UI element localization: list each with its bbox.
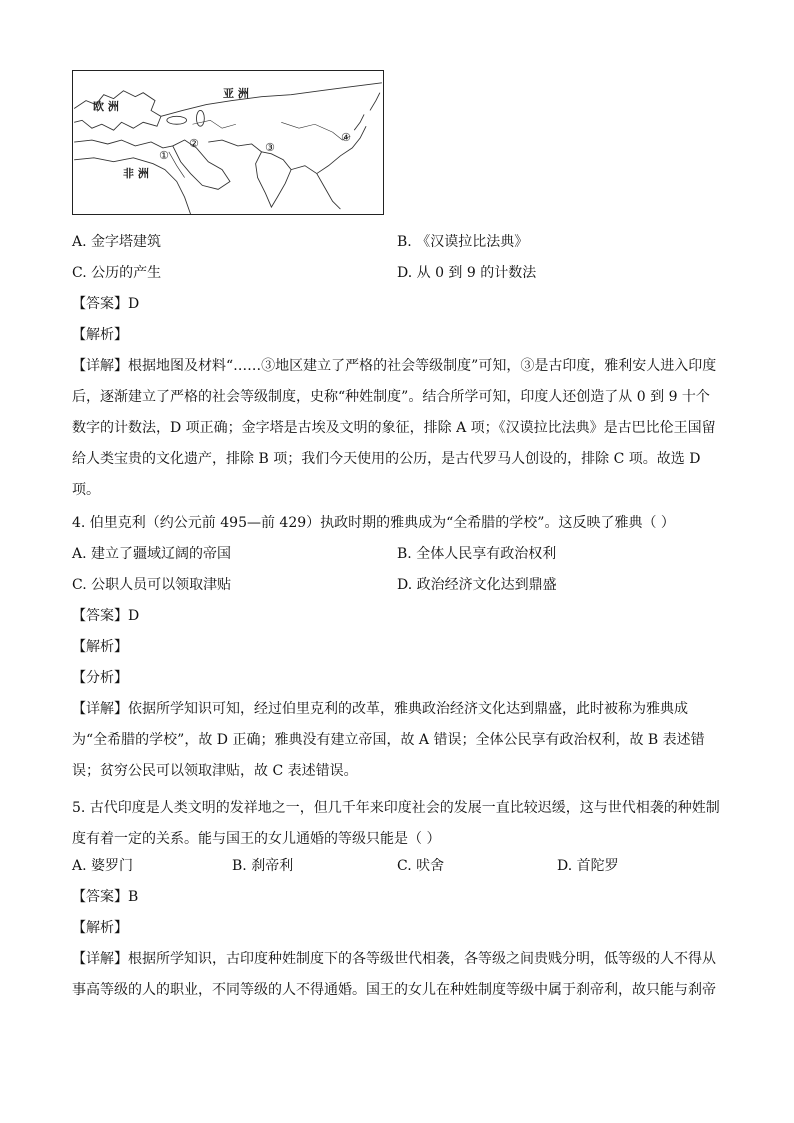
q5-option-a: A. 婆罗门 <box>72 858 134 874</box>
map-label-asia: 亚 洲 <box>223 87 249 100</box>
map-figure <box>72 70 384 215</box>
map-label-europe: 欧 洲 <box>93 100 119 113</box>
q5-detail: 【详解】根据所学知识，古印度种姓制度下的各等级世代相袭，各等级之间贵贱分明，低等级的人不得从事高等级的人的职业，不同等级的人不得通婚。国王的女儿在种姓制度等级中属于刹帝利，故只能与刹帝 <box>72 951 716 998</box>
q3-option-c: C. 公历的产生 <box>72 265 162 281</box>
map-marker-3: ③ <box>265 141 275 154</box>
map-marker-4: ④ <box>341 131 351 144</box>
q3-answer: 【答案】D <box>72 296 140 312</box>
q4-stem: 4. 伯里克利（约公元前 495—前 429）执政时期的雅典成为“全希腊的学校”。这反映了雅典（ ） <box>72 515 675 531</box>
q3-detail: 【详解】根据地图及材料“……③地区建立了严格的社会等级制度”可知，③是古印度，雅利安人进入印度后，逐渐建立了严格的社会等级制度，史称“种姓制度”。结合所学可知，印度人还创造了从 0 到 9 十个数字的计数法，D 项正确；金字塔是古埃及文明的象征，排除 A 项；《汉谟拉比法典》是古巴比伦王国留给人类宝贵的文化遗产，排除 B 项；我们今天使用的公历，是古代罗马人创设的，排除 C 项。故选 D 项。 <box>72 358 717 498</box>
q5-analysis-title: 【解析】 <box>72 920 128 936</box>
q3-option-b: B. 《汉谟拉比法典》 <box>397 234 529 250</box>
q5-option-b: B. 刹帝利 <box>232 858 294 874</box>
q4-option-a: A. 建立了疆域辽阔的帝国 <box>72 546 232 562</box>
q5-answer: 【答案】B <box>72 889 139 905</box>
q5-option-d: D. 首陀罗 <box>557 858 619 874</box>
q3-option-a: A. 金字塔建筑 <box>72 234 162 250</box>
map-marker-2: ② <box>189 137 199 150</box>
q4-fenxi: 【分析】 <box>72 670 128 686</box>
q5-option-c: C. 吠舍 <box>397 858 445 874</box>
map-label-africa: 非 洲 <box>123 167 149 180</box>
map-marker-1: ① <box>159 149 169 162</box>
q3-analysis-title: 【解析】 <box>72 327 128 343</box>
q5-stem: 5. 古代印度是人类文明的发祥地之一，但几千年来印度社会的发展一直比较迟缓，这与世代相袭的种姓制度有着一定的关系。能与国王的女儿通婚的等级只能是（ ） <box>72 800 720 847</box>
q4-option-b: B. 全体人民享有政治权利 <box>397 546 557 562</box>
q4-analysis-title: 【解析】 <box>72 639 128 655</box>
q4-option-d: D. 政治经济文化达到鼎盛 <box>397 577 557 593</box>
q4-answer: 【答案】D <box>72 608 140 624</box>
q4-detail: 【详解】依据所学知识可知，经过伯里克利的改革，雅典政治经济文化达到鼎盛，此时被称为雅典成为“全希腊的学校”，故 D 正确；雅典没有建立帝国，故 A 错误；全体公民享有政治权利，故 B 表述错误；贫穷公民可以领取津贴，故 C 表述错误。 <box>72 701 705 779</box>
q4-option-c: C. 公职人员可以领取津贴 <box>72 577 232 593</box>
q3-option-d: D. 从 0 到 9 的计数法 <box>397 265 537 281</box>
